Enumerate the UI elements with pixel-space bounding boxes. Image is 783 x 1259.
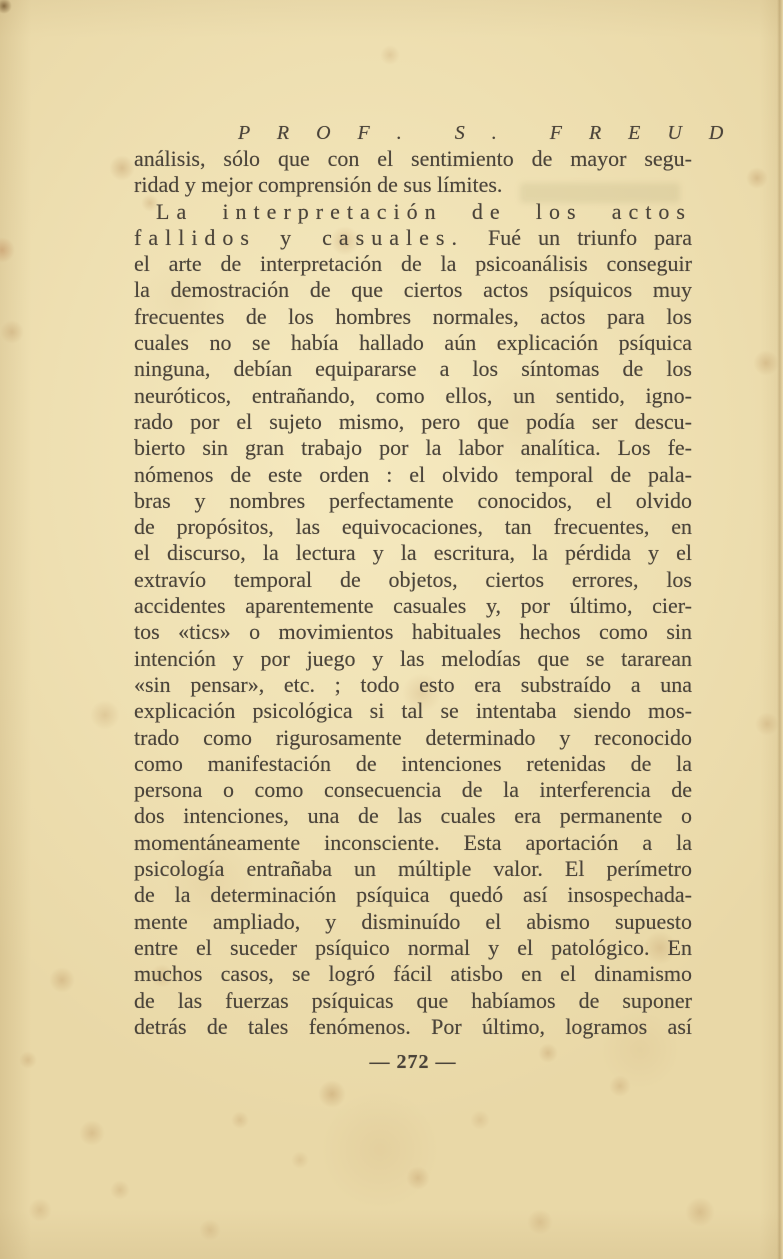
- line-text: persona o como consecuencia de la interferencia de: [134, 777, 692, 803]
- line-text: neuróticos, entrañando, como ellos, un sentido, igno-: [134, 382, 692, 408]
- text-line: [134, 751, 692, 777]
- text-line: [134, 488, 692, 514]
- text-line: [134, 462, 692, 488]
- line-text: extravío temporal de objetos, ciertos errores, los: [134, 566, 692, 592]
- foxing-stain: [0, 320, 24, 344]
- line-text: intención y por juego y las melodías que se tararean: [134, 645, 692, 671]
- line-text: momentáneamente inconsciente. Esta aportación a la: [134, 829, 692, 855]
- text-line: [134, 803, 692, 829]
- foxing-stain: [231, 1111, 249, 1129]
- line-text: tos «tics» o movimientos habituales hechos como sin: [134, 619, 692, 645]
- foxing-stain: [685, 1197, 715, 1227]
- foxing-stain: [527, 1209, 553, 1235]
- line-text: de propósitos, las equivocaciones, tan frecuentes, en: [134, 514, 692, 540]
- text-line: [134, 856, 692, 882]
- line-text: accidentes aparentemente casuales y, por último, cier-: [134, 593, 692, 619]
- text-line: [134, 330, 692, 356]
- text-line: [134, 304, 692, 330]
- text-line: [134, 409, 692, 435]
- text-line: [134, 646, 692, 672]
- line-text: dos intenciones, una de las cuales era permanente o: [134, 803, 692, 829]
- foxing-stain: [746, 167, 768, 189]
- text-line: [134, 514, 692, 540]
- page-number-text: — 272 —: [369, 1051, 457, 1073]
- foxing-stain: [0, 237, 15, 263]
- line-text: muchos casos, se logró fácil atisbo en el dinamismo: [134, 961, 692, 987]
- text-line: [134, 882, 692, 908]
- text-line: [134, 567, 692, 593]
- text-line: [134, 277, 692, 303]
- foxing-stain: [19, 1051, 37, 1069]
- foxing-stain: [470, 1110, 490, 1130]
- foxing-stain: [79, 1120, 105, 1146]
- text-line: [134, 251, 692, 277]
- line-text: frecuentes de los hombres normales, actos para los: [134, 303, 692, 329]
- line-text: rado por el sujeto mismo, pero que podía ser descu-: [134, 408, 692, 434]
- text-line: [134, 593, 692, 619]
- spaced-emphasis-text: La interpretación de los actos: [156, 198, 692, 224]
- foxing-stain: [28, 1198, 52, 1222]
- text-line: [134, 146, 692, 172]
- text-line: [134, 225, 692, 251]
- foxing-stain: [110, 1180, 130, 1200]
- foxing-stain: [406, 1166, 430, 1190]
- foxing-stain: [380, 45, 400, 65]
- line-text: bras y nombres perfectamente conocidos, el olvido: [134, 487, 692, 513]
- text-line: [134, 383, 692, 409]
- line-text: explicación psicológica si tal se intentaba siendo mos-: [134, 698, 692, 724]
- line-text: ninguna, debían equipararse a los síntomas de los: [134, 356, 692, 382]
- foxing-stain: [0, 0, 12, 14]
- text-line: [134, 698, 692, 724]
- text-line: [134, 172, 692, 198]
- foxing-stain: [291, 1151, 309, 1169]
- foxing-stain: [609, 1075, 631, 1097]
- text-line: [134, 935, 692, 961]
- text-line: [134, 199, 692, 225]
- text-line: [134, 988, 692, 1014]
- line-text: de la determinación psíquica quedó así insospechada-: [134, 882, 692, 908]
- foxing-stain: [90, 700, 120, 730]
- line-text: de las fuerzas psíquicas que habíamos de suponer: [134, 987, 692, 1013]
- line-text: nómenos de este orden : el olvido temporal de pala-: [134, 461, 692, 487]
- foxing-stain: [755, 712, 779, 736]
- foxing-stain: [49, 967, 75, 993]
- page-number: [134, 1051, 692, 1074]
- line-text: la demostración de que ciertos actos psíquicos muy: [134, 277, 692, 303]
- line-text: trado como rigurosamente determinado y reconocido: [134, 724, 692, 750]
- text-line: [134, 356, 692, 382]
- line-text: como manifestación de intenciones retenidas de la: [134, 750, 692, 776]
- line-text: bierto sin gran trabajo por la labor analítica. Los fe-: [134, 435, 692, 461]
- line-text: cuales no se había hallado aún explicación psíquica: [134, 330, 692, 356]
- foxing-stain: [199, 1219, 221, 1241]
- foxing-stain: [109, 155, 135, 181]
- text-line: [134, 1014, 692, 1040]
- spaced-emphasis-text: fallidos y casuales.: [134, 224, 489, 250]
- line-text: ridad y mejor comprensión de sus límites.: [134, 172, 503, 198]
- text-line: [134, 909, 692, 935]
- line-text: Fué un triunfo para: [488, 224, 692, 250]
- line-text: análisis, sólo que con el sentimiento de mayor segu-: [134, 146, 692, 171]
- line-text: el arte de interpretación de la psicoanálisis conseguir: [134, 251, 692, 277]
- text-line: [134, 830, 692, 856]
- running-head-text: P R O F . S . F R E U D: [238, 122, 725, 144]
- line-text: psicología entrañaba un múltiple valor. El perímetro: [134, 856, 692, 882]
- text-line: [134, 961, 692, 987]
- text-line: [134, 672, 692, 698]
- foxing-stain: [320, 1090, 440, 1210]
- text-line: [134, 540, 692, 566]
- line-text: «sin pensar», etc. ; todo esto era substraído a una: [134, 671, 692, 697]
- foxing-stain: [318, 1080, 346, 1108]
- line-text: el discurso, la lectura y la escritura, la pérdida y el: [134, 540, 692, 566]
- page-edge-shadow: [777, 0, 783, 1259]
- body-text: [134, 146, 692, 1040]
- foxing-stain: [753, 350, 779, 376]
- line-text: entre el suceder psíquico normal y el patológico. En: [134, 934, 692, 960]
- text-line: [134, 435, 692, 461]
- text-line: [134, 619, 692, 645]
- line-text: detrás de tales fenómenos. Por último, logramos así: [134, 1013, 692, 1039]
- line-text: mente ampliado, y disminuído el abismo supuesto: [134, 908, 692, 934]
- text-line: [134, 725, 692, 751]
- text-line: [134, 777, 692, 803]
